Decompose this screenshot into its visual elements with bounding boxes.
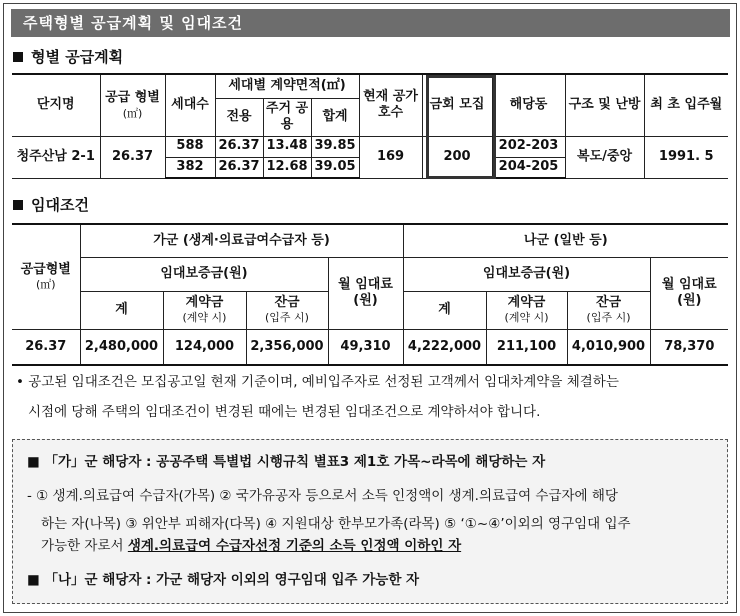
cell-b-total: 4,222,000 xyxy=(403,329,486,365)
square-bullet-icon xyxy=(13,52,23,62)
header-first-move: 최 초 입주월 xyxy=(644,74,728,136)
header-complex: 단지명 xyxy=(12,74,100,136)
rental-conditions-table xyxy=(12,223,728,366)
header-recruit: 금회 모집 xyxy=(422,74,492,136)
header-b-monthly: 월 임대료 (원) xyxy=(650,257,728,329)
cell-b-contract: 211,100 xyxy=(486,329,567,365)
header-a-total: 계 xyxy=(80,291,163,329)
header-total: 합계 xyxy=(311,98,359,136)
cell-buildings-1: 202-203 xyxy=(492,136,565,157)
header-shared: 주거 공용 xyxy=(263,98,311,136)
cell-a-monthly: 49,310 xyxy=(328,329,403,365)
income-criteria-underline: 생계.의료급여 수급자선정 기준의 소득 인정액 이하인 자 xyxy=(127,538,462,554)
cell-structure: 복도/중앙 xyxy=(565,136,644,178)
header-a-deposit: 임대보증금(원) xyxy=(80,257,328,291)
header-structure: 구조 및 난방 xyxy=(565,74,644,136)
group-a-title: ■ 「가」군 해당자 : 공공주택 특별법 시행규칙 별표3 제1호 가목~라목에 해당하는 자 xyxy=(27,454,546,470)
note-line-1: • 공고된 임대조건은 모집공고일 현재 기준이며, 예비입주자로 선정된 고객께서 임대차계약을 체결하는 xyxy=(16,374,619,390)
header-group-b: 나군 (일반 등) xyxy=(403,224,728,257)
header-group-a: 가군 (생계·의료급여수급자 등) xyxy=(80,224,403,257)
cell-exclusive-2: 26.37 xyxy=(215,157,263,178)
section2-heading-text: 임대조건 xyxy=(31,196,89,214)
header-exclusive: 전용 xyxy=(215,98,263,136)
cell-shared-2: 12.68 xyxy=(263,157,311,178)
cell-a-total: 2,480,000 xyxy=(80,329,163,365)
cell-buildings-2: 204-205 xyxy=(492,157,565,178)
section1-heading-text: 형별 공급계획 xyxy=(31,48,124,66)
cell-recruit: 200 xyxy=(422,136,492,178)
cell-households-1: 588 xyxy=(165,136,215,157)
cell-a-balance: 2,356,000 xyxy=(246,329,328,365)
group-a-line-1: - ① 생계.의료급여 수급자(가목) ② 국가유공자 등으로서 소득 인정액이 생계.의료급여 수급자에 해당 xyxy=(27,488,618,504)
cell-shared-1: 13.48 xyxy=(263,136,311,157)
cell-b-monthly: 78,370 xyxy=(650,329,728,365)
header-b-balance: 잔금 (입주 시) xyxy=(567,291,650,329)
cell-households-2: 382 xyxy=(165,157,215,178)
cell-type: 26.37 xyxy=(100,136,165,178)
header-a-balance: 잔금 (입주 시) xyxy=(246,291,328,329)
group-a-line-3: 가능한 자로서 생계.의료급여 수급자선정 기준의 소득 인정액 이하인 자 xyxy=(41,538,462,554)
header-type: 공급형별 (㎡) xyxy=(12,224,80,329)
cell-type: 26.37 xyxy=(12,329,80,365)
supply-plan-table xyxy=(12,73,728,179)
cell-current: 169 xyxy=(359,136,422,178)
header-area-group: 세대별 계약면적(㎡) xyxy=(215,74,359,98)
group-b-title: ■ 「나」군 해당자 : 가군 해당자 이외의 영구임대 입주 가능한 자 xyxy=(27,572,420,588)
header-b-deposit: 임대보증금(원) xyxy=(403,257,650,291)
header-b-total: 계 xyxy=(403,291,486,329)
square-bullet-icon xyxy=(13,200,23,210)
header-b-contract: 계약금 (계약 시) xyxy=(486,291,567,329)
header-current: 현재 공가 호수 xyxy=(359,74,422,136)
section1-heading xyxy=(13,46,123,67)
cell-total-1: 39.85 xyxy=(311,136,359,157)
cell-a-contract: 124,000 xyxy=(163,329,246,365)
cell-first-move: 1991. 5 xyxy=(644,136,728,178)
note-line-2: 시점에 당해 주택의 임대조건이 변경된 때에는 변경된 임대조건으로 계약하셔야 합니다. xyxy=(28,404,541,420)
header-buildings: 해당동 xyxy=(492,74,565,136)
eligibility-box xyxy=(12,439,728,604)
section2-heading xyxy=(13,194,89,215)
header-type: 공급 형별 (㎡) xyxy=(100,74,165,136)
cell-total-2: 39.05 xyxy=(311,157,359,178)
group-a-line-2: 하는 자(나목) ③ 위안부 피해자(다목) ④ 지원대상 한부모가족(라목) ⑤ ‘①~④’이외의 영구임대 입주 xyxy=(41,516,631,532)
header-households: 세대수 xyxy=(165,74,215,136)
header-a-monthly: 월 임대료 (원) xyxy=(328,257,403,329)
page-title: 주택형별 공급계획 및 임대조건 xyxy=(11,9,730,37)
cell-exclusive-1: 26.37 xyxy=(215,136,263,157)
cell-b-balance: 4,010,900 xyxy=(567,329,650,365)
cell-complex: 청주산남 2-1 xyxy=(12,136,100,178)
header-a-contract: 계약금 (계약 시) xyxy=(163,291,246,329)
